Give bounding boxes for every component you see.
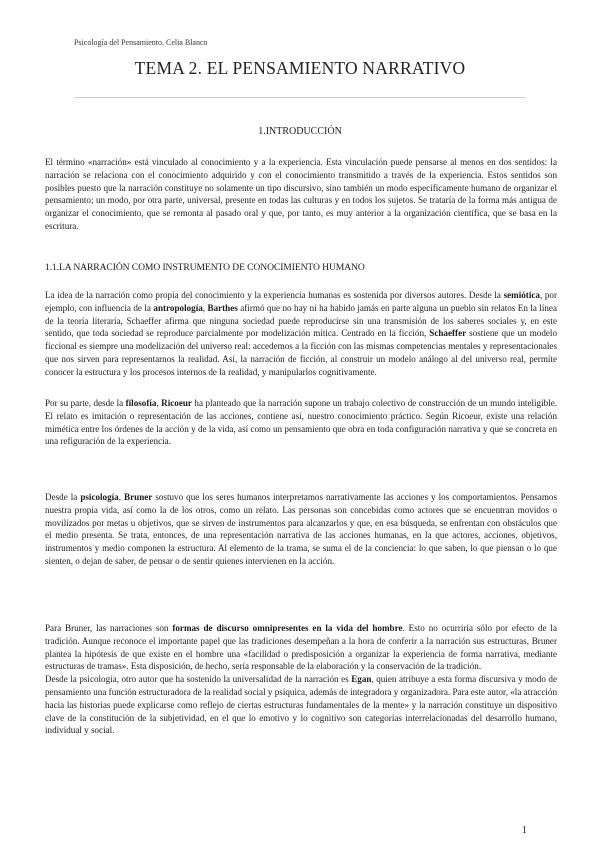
running-header: Psicología del Pensamiento. Celia Blanco: [74, 38, 208, 47]
bold-term: Egan: [351, 674, 372, 685]
bold-term: semiótica: [503, 290, 540, 300]
intro-paragraph-text: El término «narración» está vinculado al conocimiento y a la experiencia. Esta vinculación puede pensarse al menos en dos sentidos: la narración se relaciona con el conocimiento adquirido y con el conocimiento transmitido a través de la experiencia. Estos sentidos son posibles puesto que la narración constituye no solamente un tipo discursivo, sino también un modo específicamente humano de organizar el pensamiento; un modo, por otra parte, universal, presente en todas las culturas y en todos los sujetos. Se trataría de la forma más antigua de organizar el conocimiento, que se remonta al pasado oral y que, por tanto, es muy anterior a la organización científica, que se basa en la escritura.: [45, 157, 557, 231]
paragraph-text: La idea de la narración como propia del conocimiento y la experiencia humanas es sostenida por diversos autores. Desde la semiótica, por ejemplo, con influencia de la antropología, Barthes afirmó que no hay ni ha habido jamás en parte alguna un pueblo sin relatos En la línea de la teoría literaria, Schaeffer afirma que ninguna sociedad puede reproducirse sin una transmisión de los saberes sociales y, en este sentido, que toda sociedad se reproduce parcialmente por modelización mítica. Centrado en la ficción, Schaeffer sostiene que un modelo ficcional es siempre una modelización del universo real: accedemos a la ficción con las mismas competencias mentales y representacionales que nos sirven para representarnos la realidad. Así, la narración de ficción, al construir un modelo análogo al del universo real, permite conocer la estructura y los procesos internos de la realidad, y manipularlos cognitivamente.: [45, 290, 557, 377]
bold-term: Barthes: [207, 302, 238, 313]
paragraph-psychology: [45, 491, 557, 568]
page-number: 1: [522, 825, 527, 836]
paragraph-text: Para Bruner, las narraciones son formas de discurso omnipresentes en la vida del hombre. Esto no ocurriría sólo por efecto de la tradición. Aunque reconoce el importante papel que las tradiciones desempeñan a la hora de conferir a la narración sus estructuras, Bruner plantea la hipótesis de que existe en el hombre una «facilidad o predisposición a organizar la experiencia de forma narrativa, mediante estructuras de tramas». Esta disposición, de hecho, sería responsable de la elaboración y la conservación de la tradición.: [45, 623, 557, 672]
subsection-heading: 1.1.LA NARRACIÓN COMO INSTRUMENTO DE CONOCIMIENTO HUMANO: [45, 262, 365, 273]
paragraph-text: Desde la psicología, Bruner sostuvo que los seres humanos interpretamos narrativamente las acciones y los comportamientos. Pensamos nuestra propia vida, así como la de los otros, como un relato. Las personas son concebidas como actores que se encuentran movidos o movilizados por metas u objetivos, que se sirven de instrumentos para alcanzarlos y que, en esa búsqueda, se enfrentan con obstáculos que el medio presenta. Se trata, entonces, de una representación narrativa de las acciones humanas, en la que actores, acciones, objetivos, instrumentos y medio componen la estructura. Al elemento de la trama, se suma el de la conciencia: lo que saben, lo que piensan o lo que sienten, o dejan de saber, de pensar o de sentir quienes intervienen en la acción.: [45, 492, 557, 566]
bold-term: antropología: [153, 302, 203, 313]
paragraph-text-egan: Desde la psicología, otro autor que ha sostenido la universalidad de la narración es Egan, quien atribuye a esta forma discursiva y modo de pensamiento una función estructuradora de la realidad social y psíquica, además de integradora y organizadora. Para este autor, «la atracción hacia las historias puede explicarse como reflejo de ciertas estructuras fundamentales de la mente» y la narración constituye un dispositivo clave de la constitución de la subjetividad, en el que lo emotivo y lo cognitivo son categorías interrelacionadas del desarrollo humano, individual y social.: [45, 674, 557, 736]
intro-paragraph: [45, 156, 557, 233]
bold-term: Ricoeur: [161, 398, 192, 408]
section-heading: 1.INTRODUCCIÓN: [258, 126, 342, 137]
bold-term: formas de discurso omnipresentes en la vida del hombre: [172, 623, 403, 633]
bold-term: filosofía: [125, 398, 157, 408]
paragraph-text: Por su parte, desde la filosofía, Ricoeur ha planteado que la narración supone un trabajo colectivo de construcción de un mundo inteligible. El relato es imitación o representación de las acciones, contiene así, nuestro conocimiento práctico. Según Ricoeur, existe una relación mimética entre los órdenes de la acción y de la vida, así como un pensamiento que obra en toda configuración narrativa y que se concreta en una refiguración de la experiencia.: [45, 398, 558, 447]
paragraph-philosophy: [45, 397, 557, 448]
bold-term: psicología: [80, 492, 119, 502]
page-title: TEMA 2. EL PENSAMIENTO NARRATIVO: [134, 58, 466, 78]
bold-term: Schaeffer: [429, 328, 467, 339]
title-divider: [74, 97, 526, 98]
paragraph-semiotics: [45, 289, 557, 379]
bold-term: Bruner: [124, 492, 153, 502]
paragraph-bruner: [45, 622, 557, 737]
